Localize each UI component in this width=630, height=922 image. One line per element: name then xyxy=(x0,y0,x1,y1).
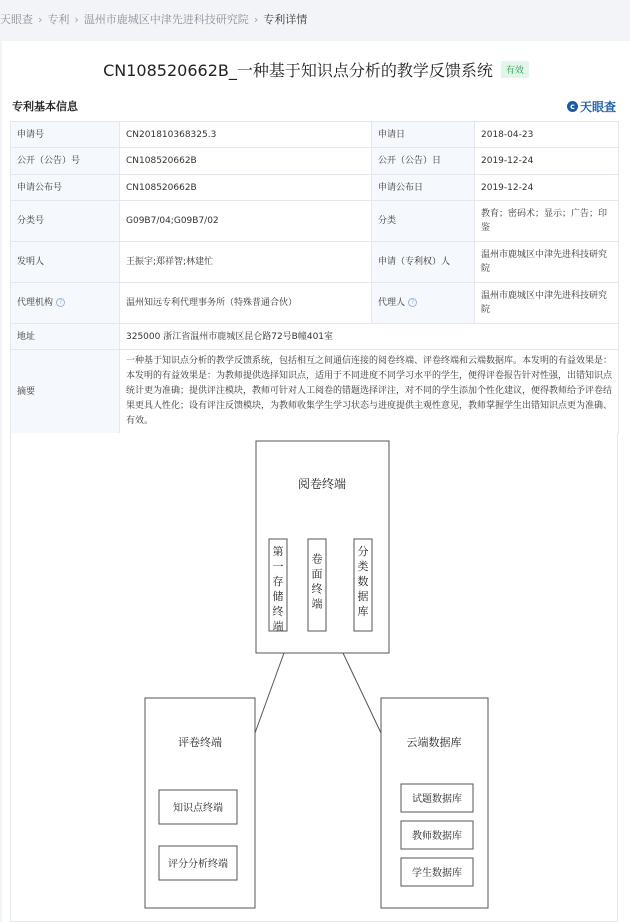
value-cell: 2018-04-23 xyxy=(475,122,619,148)
value-cell: CN201810368325.3 xyxy=(120,122,372,148)
label-cell: 分类 xyxy=(372,201,475,242)
table-row xyxy=(11,148,619,175)
value-cell: G09B7/04;G09B7/02 xyxy=(120,201,372,242)
value-cell: 王振宇;郑祥智;林建忙 xyxy=(120,242,372,283)
right-title: 云端数据库 xyxy=(406,736,462,749)
top-title: 阅卷终端 xyxy=(297,477,347,491)
table-row xyxy=(11,175,619,201)
patent-diagram xyxy=(11,433,619,922)
patent-info-table xyxy=(10,121,619,434)
label-cell xyxy=(372,283,475,324)
connector-line xyxy=(255,653,284,733)
agency-link[interactable]: 温州知远专利代理事务所（特殊普通合伙） xyxy=(120,283,372,324)
table-row xyxy=(11,283,619,324)
label-cell: 摘要 xyxy=(11,350,120,434)
patent-drawing xyxy=(10,433,618,922)
label-cell: 分类号 xyxy=(11,201,120,242)
left-title: 评卷终端 xyxy=(178,736,222,749)
breadcrumb-separator-icon: › xyxy=(253,12,259,26)
top-col-label: 第一存储终端 xyxy=(272,545,284,633)
section-title: 专利基本信息 xyxy=(12,100,78,113)
label-cell: 发明人 xyxy=(11,242,120,283)
breadcrumb-separator-icon: › xyxy=(74,12,79,26)
label-cell: 申请公布日 xyxy=(372,175,475,201)
help-icon[interactable]: ? xyxy=(56,298,65,307)
right-item: 试题数据库 xyxy=(412,794,462,805)
label-cell: 地址 xyxy=(11,324,120,350)
value-cell: 教育；密码术；显示；广告；印鉴 xyxy=(475,201,619,242)
title-row xyxy=(2,55,630,83)
right-item: 教师数据库 xyxy=(412,831,462,842)
label-cell: 申请号 xyxy=(11,122,120,148)
label-cell: 申请日 xyxy=(372,122,475,148)
value-cell: 温州市鹿城区中津先进科技研究院 xyxy=(475,283,619,324)
left-item: 评分分析终端 xyxy=(168,859,228,870)
left-item: 知识点终端 xyxy=(173,803,223,814)
breadcrumb xyxy=(0,0,630,38)
value-cell: CN108520662B xyxy=(120,148,372,175)
abstract-text: 一种基于知识点分析的教学反馈系统，包括相互之间通信连接的阅卷终端、评卷终端和云端数据库。本发明的有益效果是：本发明的有益效果是：为教师提供选择知识点，适用于不同进度不同学习水平的学生，便得评卷报告针对性强，出错知识点统计更为准确；提供评注模块，教师可针对人工阅卷的错题选择评注，对不同的学生添加个性化建议，便得教师给予评卷结果更具人性化；设有评注反馈模块，为教师收集学生学习状态与进度提供主观性意见，教师掌握学生出错知识点更为准确、有效。 xyxy=(120,350,619,434)
value-cell: 2019-12-24 xyxy=(475,148,619,175)
breadcrumb-patent[interactable]: 专利 xyxy=(47,13,70,26)
page-title: CN108520662B_一种基于知识点分析的教学反馈系统 xyxy=(103,60,493,80)
status-badge: 有效 xyxy=(501,61,529,78)
help-icon[interactable]: ? xyxy=(408,298,417,307)
label-cell xyxy=(11,283,120,324)
table-row xyxy=(11,122,619,148)
label-cell: 申请公布号 xyxy=(11,175,120,201)
right-item: 学生数据库 xyxy=(412,868,462,879)
value-cell: 2019-12-24 xyxy=(475,175,619,201)
breadcrumb-company[interactable]: 温州市鹿城区中津先进科技研究院 xyxy=(83,13,249,26)
breadcrumb-separator-icon: › xyxy=(38,12,43,26)
applicant-link[interactable]: 温州市鹿城区中津先进科技研究院 xyxy=(475,242,619,283)
patent-card xyxy=(2,41,630,922)
table-row xyxy=(11,350,619,434)
value-cell: 325000 浙江省温州市鹿城区昆仑路72号B幢401室 xyxy=(120,324,619,350)
label-cell: 公开（公告）日 xyxy=(372,148,475,175)
table-row xyxy=(11,242,619,283)
breadcrumb-home[interactable]: 天眼查 xyxy=(0,13,33,26)
section-header xyxy=(12,96,616,116)
label-cell: 申请（专利权）人 xyxy=(372,242,475,283)
label-cell: 公开（公告）号 xyxy=(11,148,120,175)
table-row xyxy=(11,201,619,242)
value-cell: CN108520662B xyxy=(120,175,372,201)
logo-mark-icon: c xyxy=(567,101,578,112)
connector-line xyxy=(343,653,381,733)
tianyancha-logo[interactable] xyxy=(567,98,616,115)
top-col-label: 分类数据库 xyxy=(357,545,369,618)
top-col-label: 卷面终端 xyxy=(311,552,323,611)
agent-label: 代理人 xyxy=(378,298,406,308)
agency-label: 代理机构 xyxy=(17,298,54,308)
breadcrumb-current: 专利详情 xyxy=(263,13,308,26)
logo-text: 天眼查 xyxy=(579,99,616,114)
table-row xyxy=(11,324,619,350)
